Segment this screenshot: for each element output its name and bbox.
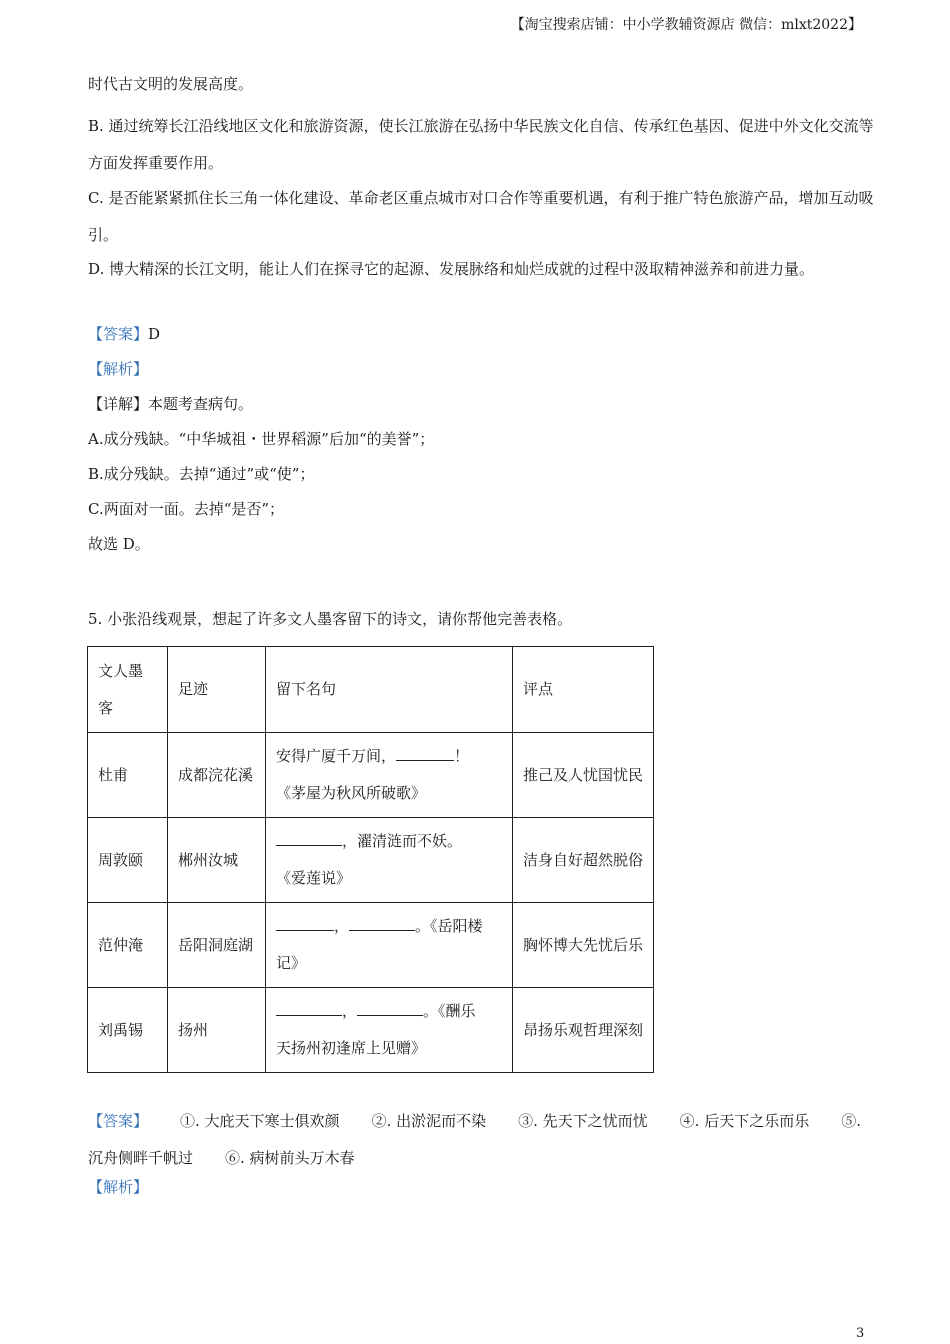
page-number: 3: [856, 1326, 865, 1341]
option-d: D. 博大精深的长江文明，能让人们在探寻它的起源、发展脉络和灿烂成就的过程中汲取精神滋养和前进力量。: [88, 260, 815, 278]
page-header: 【淘宝搜索店铺：中小学教辅资源店 微信：mlxt2022】: [510, 17, 862, 33]
poet-cell: 范仲淹: [88, 903, 168, 988]
place-cell: 郴州汝城: [168, 818, 266, 903]
quote-cell: 安得广厦千万间， ！ 《茅屋为秋风所破歌》: [266, 733, 513, 818]
table-row: [88, 903, 654, 988]
table-header-row: [88, 647, 654, 733]
quote-cell: ， 。《酬乐 天扬州初逢席上见赠》: [266, 988, 513, 1073]
option-b: B. 通过统筹长江沿线地区文化和旅游资源，使长江旅游在弘扬中华民族文化自信、传承红色基因、促进中外文化交流等方面发挥重要作用。: [88, 117, 874, 172]
option-c: C. 是否能紧紧抓住长三角一体化建设、革命老区重点城市对口合作等重要机遇，有利于推广特色旅游产品，增加互动吸引。: [88, 189, 874, 244]
answer-item: ⑤. 沉舟侧畔千帆过: [88, 1112, 861, 1167]
analysis-tag-5: 【解析】: [88, 1178, 149, 1196]
answer-item: ①. 大庇天下寒士俱欢颜: [180, 1112, 340, 1130]
fill-blank: [396, 746, 454, 761]
answer-tag: 【答案】: [88, 1112, 149, 1130]
fill-blank: [276, 831, 342, 846]
header-cell: 评点: [513, 647, 654, 733]
question-5-stem: 5. 小张沿线观景，想起了许多文人墨客留下的诗文，请你帮他完善表格。: [88, 610, 573, 628]
comment-cell: 胸怀博大先忧后乐: [513, 903, 654, 988]
quote-cell: ， 。《岳阳楼 记》: [266, 903, 513, 988]
answer-tag: 【答案】: [88, 325, 149, 343]
quote-cell: ，濯清涟而不妖。 《爱莲说》: [266, 818, 513, 903]
continued-text: 时代古文明的发展高度。: [88, 75, 254, 93]
place-cell: 岳阳洞庭湖: [168, 903, 266, 988]
fill-blank: [276, 916, 334, 931]
table-row: [88, 733, 654, 818]
answer-item: ④. 后天下之乐而乐: [679, 1112, 810, 1130]
header-cell: 足迹: [168, 647, 266, 733]
fill-blank: [349, 916, 415, 931]
poet-cell: 周敦颐: [88, 818, 168, 903]
analysis-tag: 【解析】: [88, 360, 149, 378]
fill-blank: [357, 1001, 423, 1016]
comment-cell: 昂扬乐观哲理深刻: [513, 988, 654, 1073]
answer-item: ②. 出淤泥而不染: [371, 1112, 487, 1130]
detail-conclusion: 故选 D。: [88, 535, 150, 553]
table-row: [88, 988, 654, 1073]
header-cell: 留下名句: [266, 647, 513, 733]
answer-item: ⑥. 病树前头万木春: [225, 1149, 355, 1167]
comment-cell: 推己及人忧国忧民: [513, 733, 654, 818]
place-cell: 成都浣花溪: [168, 733, 266, 818]
table-row: [88, 818, 654, 903]
detail-c: C.两面对一面。去掉“是否”；: [88, 500, 285, 518]
header-cell: 文人墨客: [88, 647, 168, 733]
answer-5: [88, 1103, 878, 1177]
fill-blank: [276, 1001, 342, 1016]
detail-intro: 【详解】本题考查病句。: [88, 395, 254, 413]
answer-4: [88, 323, 160, 344]
answer-value: D: [148, 325, 161, 343]
poet-cell: 杜甫: [88, 733, 168, 818]
place-cell: 扬州: [168, 988, 266, 1073]
detail-b: B.成分残缺。去掉“通过”或“使”；: [88, 465, 315, 483]
poet-cell: 刘禹锡: [88, 988, 168, 1073]
poets-table: [87, 646, 654, 1073]
detail-a: A.成分残缺。“中华城祖・世界稻源”后加“的美誉”；: [88, 430, 435, 448]
comment-cell: 洁身自好超然脱俗: [513, 818, 654, 903]
answer-item: ③. 先天下之忧而忧: [518, 1112, 648, 1130]
